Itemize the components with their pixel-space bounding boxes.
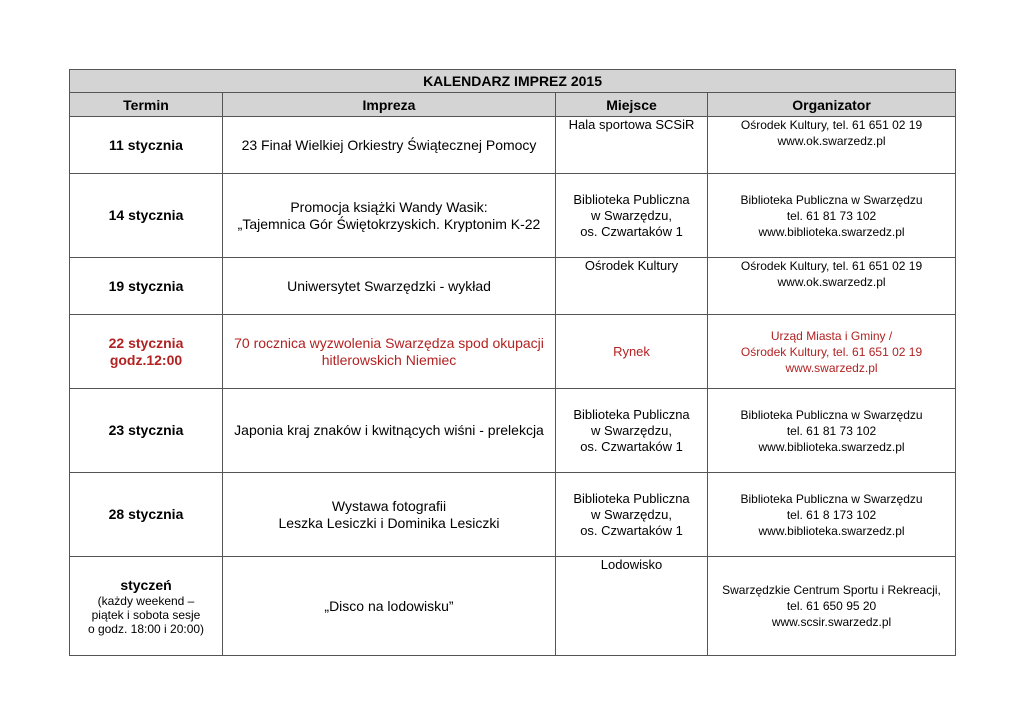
cell-organizator xyxy=(708,117,956,174)
organizator-line[interactable]: www.ok.swarzedz.pl xyxy=(777,134,886,148)
impreza-line: „Tajemnica Gór Świętokrzyskich. Kryptonim K-22 xyxy=(237,215,541,232)
organizator-line: tel. 61 650 95 20 xyxy=(786,599,877,613)
cell-impreza xyxy=(223,557,556,656)
table-row xyxy=(70,117,956,174)
organizator-line: Biblioteka Publiczna w Swarzędzu xyxy=(740,491,923,506)
miejsce-line: w Swarzędzu, xyxy=(591,207,672,223)
table-row xyxy=(70,473,956,557)
organizator-line: tel. 61 8 173 102 xyxy=(786,507,877,522)
cell-termin xyxy=(70,174,223,258)
termin-line: 14 stycznia xyxy=(108,207,184,223)
column-header-impreza: Impreza xyxy=(223,93,556,117)
cell-miejsce xyxy=(556,174,708,258)
termin-line: 11 stycznia xyxy=(109,136,183,153)
impreza-line: „Disco na lodowisku” xyxy=(324,597,454,614)
miejsce-line: os. Czwartaków 1 xyxy=(580,223,683,239)
miejsce-line: os. Czwartaków 1 xyxy=(580,522,683,538)
organizator-line: Ośrodek Kultury, tel. 61 651 02 19 xyxy=(740,344,923,359)
cell-termin xyxy=(70,473,223,557)
cell-termin xyxy=(70,315,223,389)
termin-line: styczeń xyxy=(120,576,172,593)
cell-organizator xyxy=(708,315,956,389)
miejsce-line: Hala sportowa SCSiR xyxy=(568,117,695,132)
organizator-line: tel. 61 81 73 102 xyxy=(786,208,877,223)
cell-miejsce xyxy=(556,117,708,174)
events-calendar-table xyxy=(69,69,956,656)
table-row xyxy=(70,174,956,258)
miejsce-line: Biblioteka Publiczna xyxy=(573,406,690,422)
miejsce-line: w Swarzędzu, xyxy=(591,506,672,522)
miejsce-line: Ośrodek Kultury xyxy=(584,258,679,273)
cell-organizator xyxy=(708,473,956,557)
cell-miejsce xyxy=(556,315,708,389)
impreza-line: Wystawa fotografii xyxy=(331,497,447,514)
cell-termin xyxy=(70,258,223,315)
miejsce-line: Rynek xyxy=(613,343,650,359)
termin-note-line: o godz. 18:00 i 20:00) xyxy=(87,621,205,636)
organizator-line[interactable]: www.biblioteka.swarzedz.pl xyxy=(758,224,905,239)
organizator-line: Swarzędzkie Centrum Sportu i Rekreacji, xyxy=(722,583,941,597)
impreza-line: Leszka Lesiczki i Dominika Lesiczki xyxy=(278,514,500,531)
miejsce-line: Lodowisko xyxy=(600,557,663,572)
cell-organizator xyxy=(708,557,956,656)
cell-organizator xyxy=(708,389,956,473)
cell-impreza xyxy=(223,117,556,174)
impreza-line: Promocja książki Wandy Wasik: xyxy=(290,198,488,215)
miejsce-line: Biblioteka Publiczna xyxy=(573,490,690,506)
table-title-row xyxy=(70,70,956,93)
table-header-row xyxy=(70,93,956,117)
cell-miejsce xyxy=(556,258,708,315)
termin-line: 28 stycznia xyxy=(108,506,184,522)
impreza-line: 70 rocznica wyzwolenia Swarzędza spod okupacji xyxy=(234,334,544,351)
cell-termin xyxy=(70,557,223,656)
miejsce-line: os. Czwartaków 1 xyxy=(580,438,683,454)
table-title: KALENDARZ IMPREZ 2015 xyxy=(70,70,956,93)
table-row xyxy=(70,258,956,315)
termin-line: 22 stycznia xyxy=(108,334,184,351)
cell-impreza xyxy=(223,315,556,389)
organizator-line: tel. 61 81 73 102 xyxy=(786,423,877,438)
table-row xyxy=(70,557,956,656)
organizator-line: Ośrodek Kultury, tel. 61 651 02 19 xyxy=(740,259,923,273)
organizator-line: Urząd Miasta i Gminy / xyxy=(770,328,893,343)
organizator-line[interactable]: www.biblioteka.swarzedz.pl xyxy=(758,439,905,454)
column-header-miejsce: Miejsce xyxy=(556,93,708,117)
organizator-line[interactable]: www.biblioteka.swarzedz.pl xyxy=(758,523,905,538)
organizator-line[interactable]: www.ok.swarzedz.pl xyxy=(777,275,886,289)
impreza-line: hitlerowskich Niemiec xyxy=(321,351,457,368)
table-row xyxy=(70,389,956,473)
cell-impreza xyxy=(223,258,556,315)
termin-note-line: (każdy weekend – xyxy=(97,593,195,608)
organizator-line[interactable]: www.scsir.swarzedz.pl xyxy=(771,615,892,629)
termin-line: 23 stycznia xyxy=(108,422,184,438)
miejsce-line: Biblioteka Publiczna xyxy=(573,191,690,207)
termin-line: godz.12:00 xyxy=(109,351,183,368)
cell-miejsce xyxy=(556,473,708,557)
cell-termin xyxy=(70,389,223,473)
cell-organizator xyxy=(708,174,956,258)
cell-miejsce xyxy=(556,557,708,656)
cell-organizator xyxy=(708,258,956,315)
organizator-line: Ośrodek Kultury, tel. 61 651 02 19 xyxy=(740,118,923,132)
impreza-line: Uniwersytet Swarzędzki - wykład xyxy=(287,277,491,294)
miejsce-line: w Swarzędzu, xyxy=(591,422,672,438)
cell-miejsce xyxy=(556,389,708,473)
table-row xyxy=(70,315,956,389)
termin-line: 19 stycznia xyxy=(108,277,184,294)
cell-termin xyxy=(70,117,223,174)
termin-note-line: piątek i sobota sesje xyxy=(91,607,201,622)
cell-impreza xyxy=(223,389,556,473)
column-header-termin: Termin xyxy=(70,93,223,117)
impreza-line: Japonia kraj znaków i kwitnących wiśni - prelekcja xyxy=(234,422,544,438)
organizator-line[interactable]: www.swarzedz.pl xyxy=(785,360,878,375)
impreza-line: 23 Finał Wielkiej Orkiestry Świątecznej Pomocy xyxy=(241,136,537,153)
column-header-organizator: Organizator xyxy=(708,93,956,117)
organizator-line: Biblioteka Publiczna w Swarzędzu xyxy=(740,192,923,207)
cell-impreza xyxy=(223,174,556,258)
cell-impreza xyxy=(223,473,556,557)
organizator-line: Biblioteka Publiczna w Swarzędzu xyxy=(740,407,923,422)
